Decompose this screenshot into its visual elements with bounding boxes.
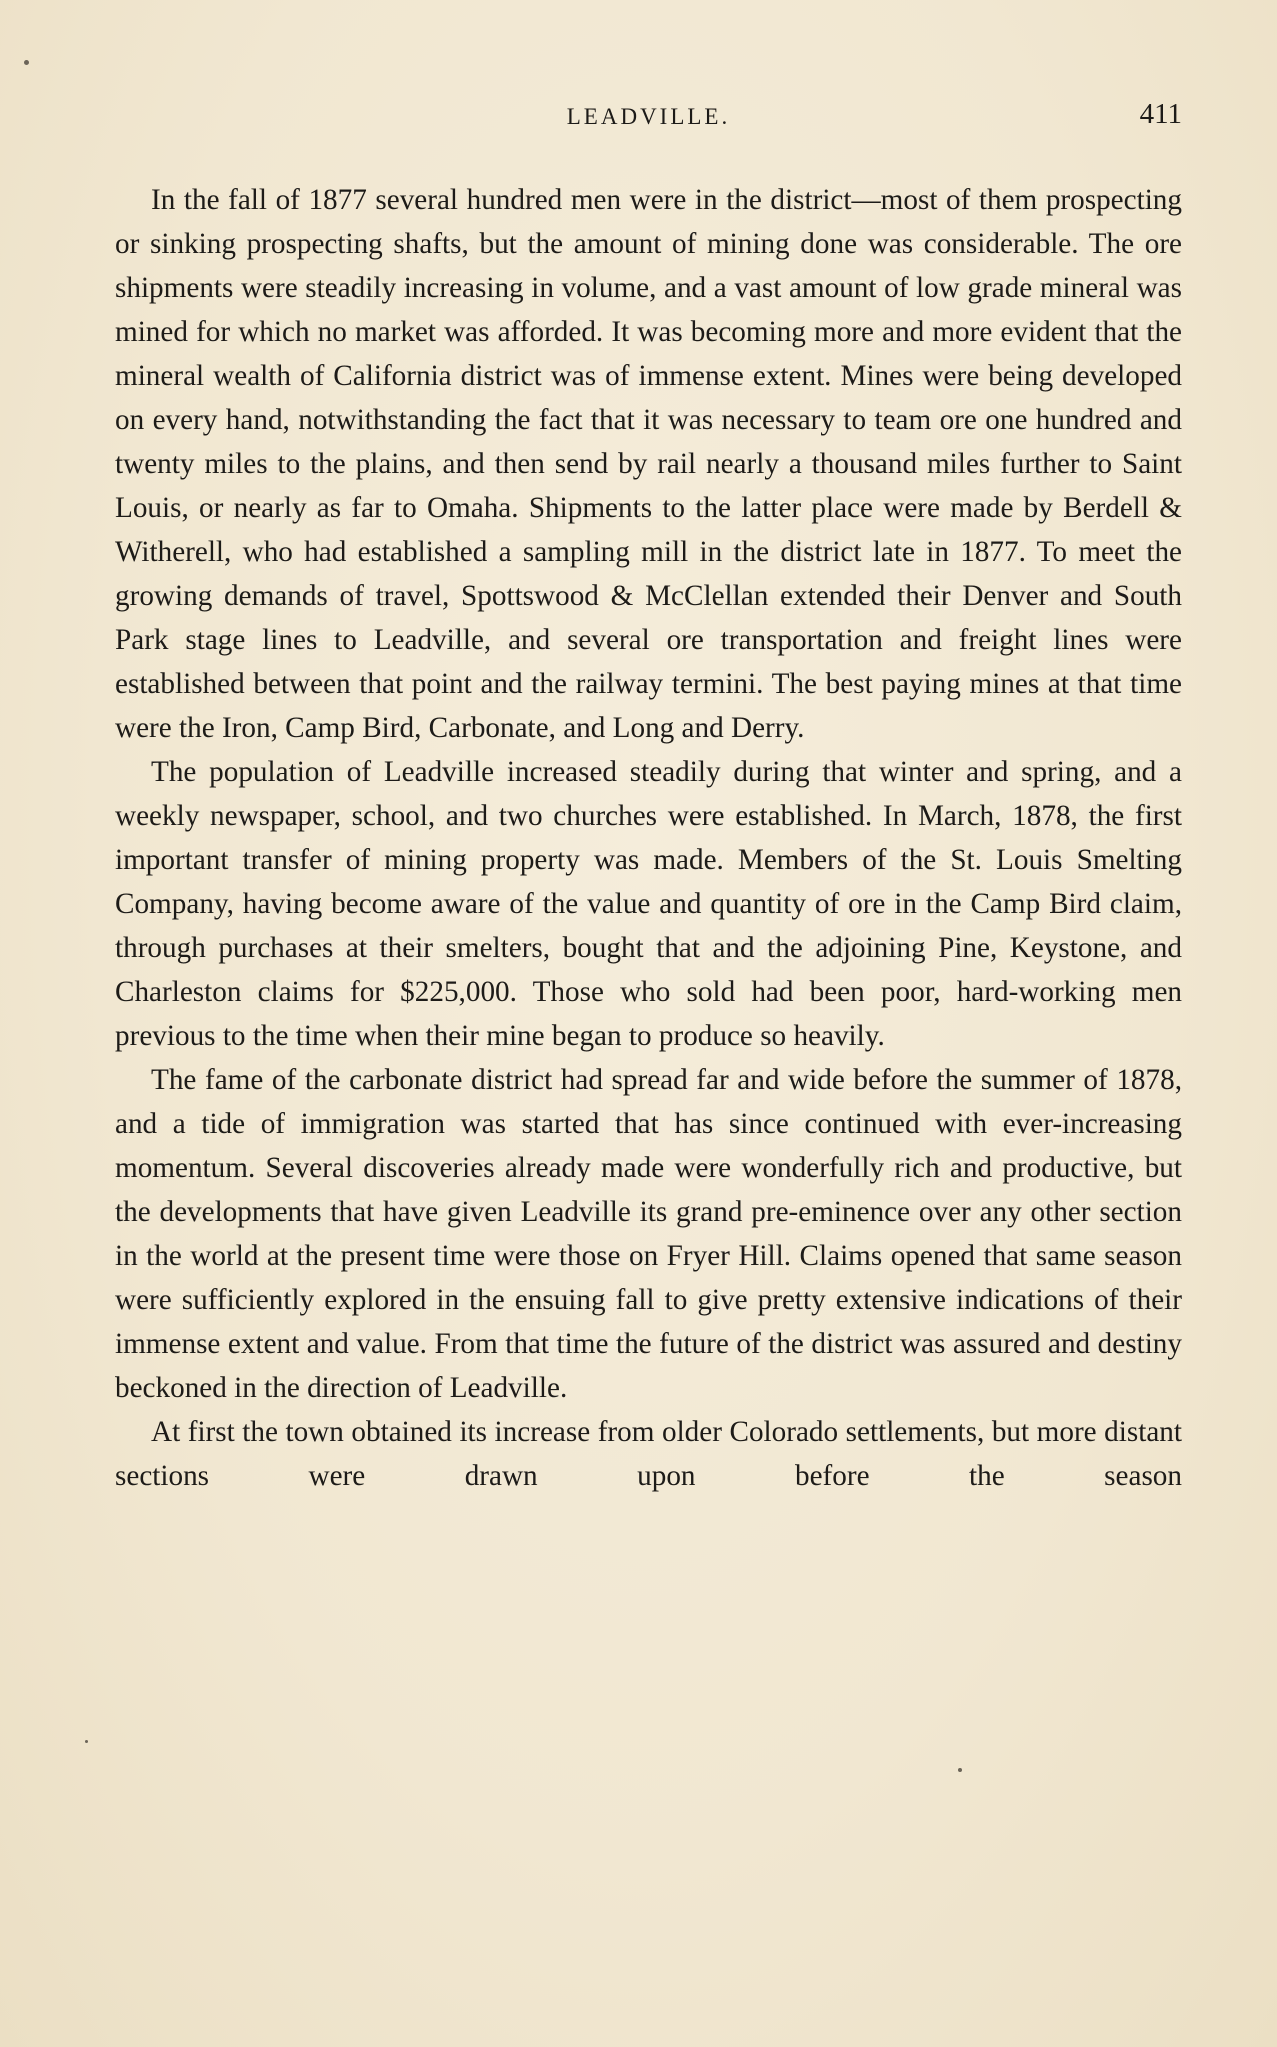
running-head [115, 98, 1182, 134]
print-speck [958, 1768, 962, 1772]
print-speck [24, 60, 29, 65]
body-text [115, 178, 1182, 1498]
paragraph: The population of Leadville increased steadily during that winter and spring, and a weekly newspaper, school, and two churches were established. In March, 1878, the first important transfer of mining property was made. Members of the St. Louis Smelting Company, having become aware of the value and quantity of ore in the Camp Bird claim, through purchases at their smelters, bought that and the adjoining Pine, Keystone, and Charleston claims for $225,000. Those who sold had been poor, hard-working men previous to the time when their mine began to produce so heavily. [115, 756, 1182, 1052]
page-number: 411 [1139, 98, 1182, 130]
print-speck [85, 1740, 88, 1743]
paragraph: The fame of the carbonate district had spread far and wide before the summer of 1878, and a tide of immigration was started that has since continued with ever-increasing momentum. Several discoveries already made were wonderfully rich and productive, but the developments that have given Leadville its grand pre-eminence over any other section in the world at the present time were those on Fryer Hill. Claims opened that same season were sufficiently explored in the ensuing fall to give pretty extensive indications of their immense extent and value. From that time the future of the district was assured and destiny beckoned in the direction of Leadville. [115, 1064, 1182, 1404]
paragraph: At first the town obtained its increase from older Colorado settlements, but more distant sections were drawn upon before the season [115, 1416, 1182, 1492]
paragraph: In the fall of 1877 several hundred men were in the district—most of them prospecting or sinking prospecting shafts, but the amount of mining done was considerable. The ore shipments were steadily increasing in volume, and a vast amount of low grade mineral was mined for which no market was afforded. It was becoming more and more evident that the mineral wealth of California district was of immense extent. Mines were being developed on every hand, notwithstanding the fact that it was necessary to team ore one hundred and twenty miles to the plains, and then send by rail nearly a thousand miles further to Saint Louis, or nearly as far to Omaha. Shipments to the latter place were made by Berdell & Witherell, who had established a sampling mill in the district late in 1877. To meet the growing demands of travel, Spottswood & McClellan extended their Denver and South Park stage lines to Leadville, and several ore transportation and freight lines were established between that point and the railway termini. The best paying mines at that time were the Iron, Camp Bird, Carbonate, and Long and Derry. [115, 184, 1182, 744]
running-title: LEADVILLE. [566, 104, 731, 129]
